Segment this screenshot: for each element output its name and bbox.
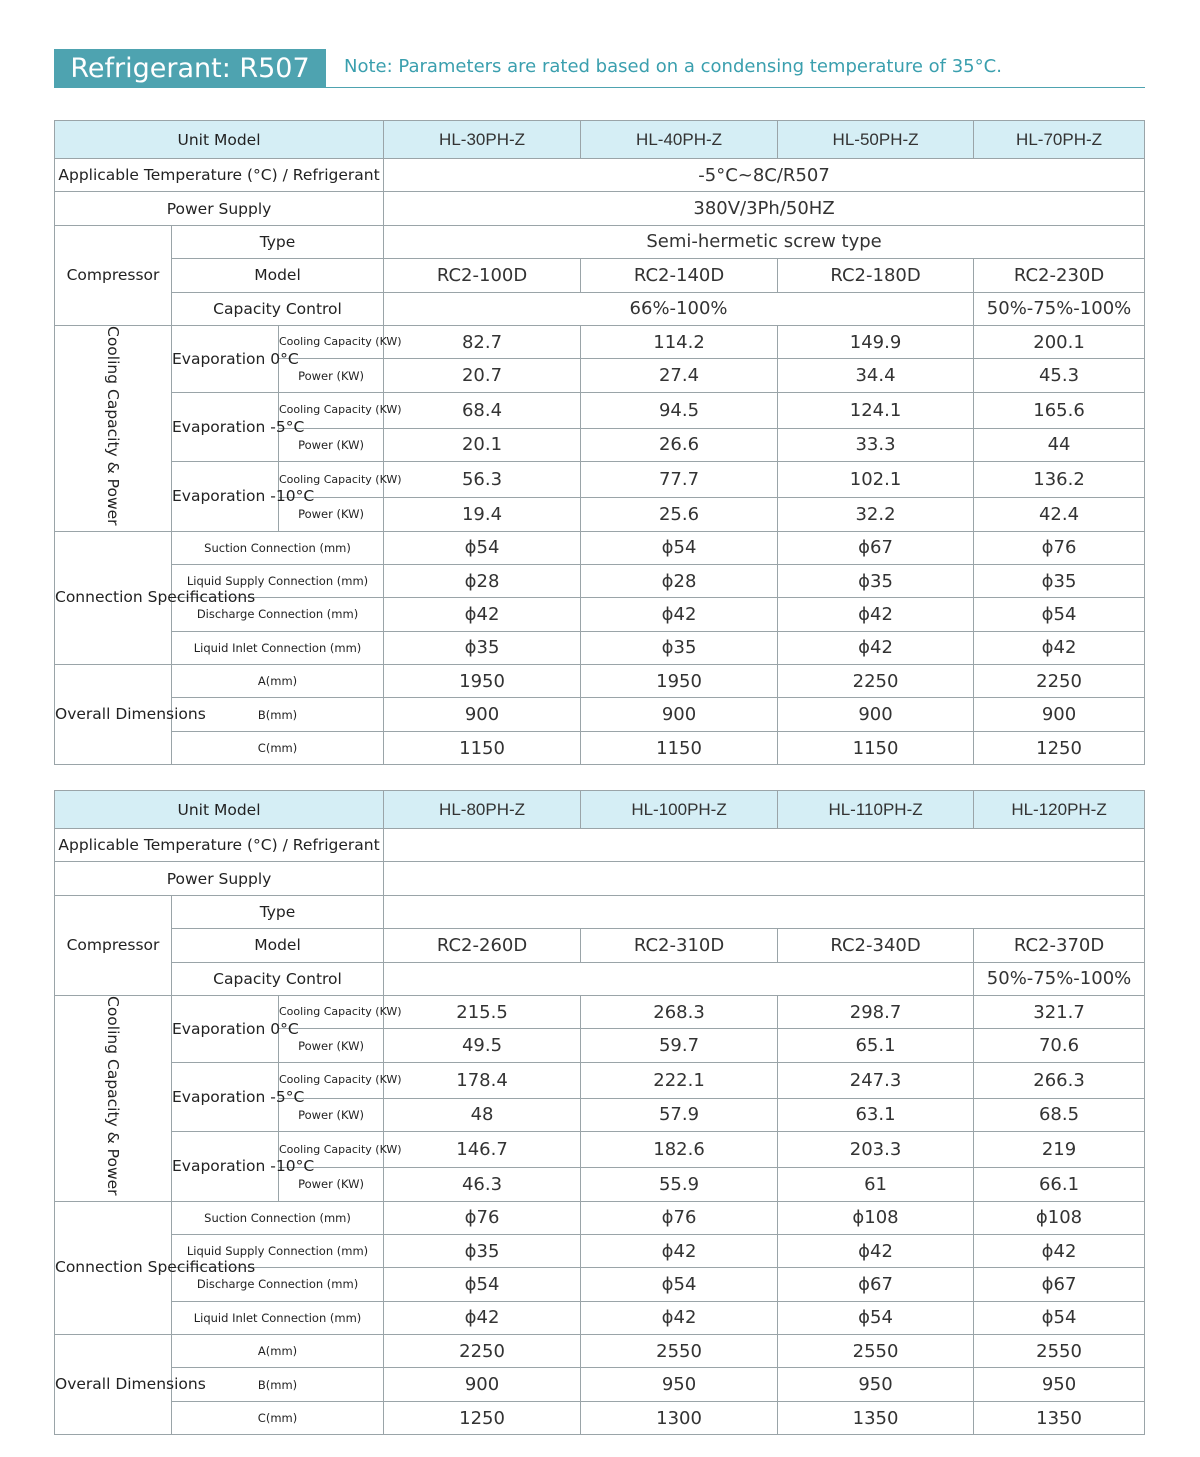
dim-c-value: 1250	[384, 1401, 581, 1434]
power-label: Power (KW)	[279, 359, 384, 392]
dim-c-label: C(mm)	[172, 1401, 384, 1434]
applicable-temp-label: Applicable Temperature (°C) / Refrigerant	[55, 159, 384, 192]
table-row	[55, 325, 1145, 358]
table-row	[55, 631, 1145, 664]
table-row	[55, 1368, 1145, 1401]
suction-connection-value: ϕ76	[581, 1201, 778, 1234]
evap-minus-5-capacity-value: 222.1	[581, 1062, 778, 1098]
evap-minus-10-power-value: 42.4	[974, 498, 1145, 531]
liquid-supply-connection-value: ϕ42	[778, 1234, 974, 1267]
evap-minus-5-power-value: 33.3	[778, 428, 974, 461]
compressor-model-value: RC2-310D	[581, 929, 778, 962]
compressor-model-value: RC2-100D	[384, 259, 581, 292]
dimensions-group-label: Overall Dimensions	[55, 665, 172, 765]
evap-minus-5-capacity-value: 247.3	[778, 1062, 974, 1098]
compressor-model-value: RC2-230D	[974, 259, 1145, 292]
evap-minus-10-capacity-value: 102.1	[778, 462, 974, 498]
dim-a-value: 2550	[778, 1335, 974, 1368]
dim-a-label: A(mm)	[172, 665, 384, 698]
dim-a-value: 2550	[581, 1335, 778, 1368]
capacity-control-value: 50%-75%-100%	[974, 292, 1145, 325]
evap-0-capacity-value: 298.7	[778, 995, 974, 1028]
evap-0-power-value: 34.4	[778, 359, 974, 392]
evap-minus-10-capacity-value: 146.7	[384, 1132, 581, 1168]
evap-0-power-value: 49.5	[384, 1029, 581, 1062]
dim-c-value: 1250	[974, 731, 1145, 764]
evap-minus-5-capacity-value: 178.4	[384, 1062, 581, 1098]
liquid-inlet-connection-value: ϕ54	[778, 1301, 974, 1334]
power-supply-value	[384, 862, 1145, 895]
suction-connection-value: ϕ108	[778, 1201, 974, 1234]
evap-minus-10-capacity-value: 219	[974, 1132, 1145, 1168]
model-header: HL-40PH-Z	[581, 121, 778, 159]
liquid-inlet-connection-label: Liquid Inlet Connection (mm)	[172, 1301, 384, 1334]
power-label: Power (KW)	[279, 1168, 384, 1201]
capacity-control-label: Capacity Control	[172, 962, 384, 995]
applicable-temp-label: Applicable Temperature (°C) / Refrigerant	[55, 829, 384, 862]
discharge-connection-value: ϕ42	[384, 598, 581, 631]
dim-c-value: 1150	[384, 731, 581, 764]
evap-0-label: Evaporation 0°C	[172, 995, 279, 1062]
evap-minus-10-capacity-value: 182.6	[581, 1132, 778, 1168]
table-row	[55, 829, 1145, 862]
suction-connection-value: ϕ108	[974, 1201, 1145, 1234]
liquid-inlet-connection-value: ϕ42	[778, 631, 974, 664]
discharge-connection-value: ϕ54	[974, 598, 1145, 631]
table-row	[55, 1132, 1145, 1168]
evap-minus-10-label: Evaporation -10°C	[172, 1132, 279, 1201]
model-header: HL-30PH-Z	[384, 121, 581, 159]
evap-minus-10-power-value: 55.9	[581, 1168, 778, 1201]
capacity-control-value: 66%-100%	[384, 292, 974, 325]
evap-0-capacity-value: 114.2	[581, 325, 778, 358]
table-row	[55, 731, 1145, 764]
liquid-supply-connection-value: ϕ35	[974, 564, 1145, 597]
dim-b-value: 950	[581, 1368, 778, 1401]
table-row	[55, 895, 1145, 928]
dim-a-label: A(mm)	[172, 1335, 384, 1368]
applicable-temp-value: -5°C~8C/R507	[384, 159, 1145, 192]
table-row	[55, 259, 1145, 292]
evap-0-power-value: 27.4	[581, 359, 778, 392]
evap-0-capacity-value: 200.1	[974, 325, 1145, 358]
unit-model-label: Unit Model	[55, 791, 384, 829]
evap-minus-5-power-value: 63.1	[778, 1098, 974, 1131]
dim-b-value: 900	[384, 1368, 581, 1401]
capacity-control-value	[384, 962, 974, 995]
evap-minus-5-power-value: 57.9	[581, 1098, 778, 1131]
liquid-inlet-connection-value: ϕ35	[384, 631, 581, 664]
evap-0-capacity-value: 268.3	[581, 995, 778, 1028]
dim-c-label: C(mm)	[172, 731, 384, 764]
evap-0-capacity-value: 215.5	[384, 995, 581, 1028]
cooling-group-text: Cooling Capacity & Power	[104, 325, 122, 526]
discharge-connection-value: ϕ54	[384, 1268, 581, 1301]
table-row	[55, 225, 1145, 258]
dim-b-value: 900	[384, 698, 581, 731]
table-row	[55, 1201, 1145, 1234]
evap-minus-10-power-value: 25.6	[581, 498, 778, 531]
cooling-group-label	[55, 325, 172, 531]
evap-minus-5-power-value: 20.1	[384, 428, 581, 461]
model-header: HL-50PH-Z	[778, 121, 974, 159]
liquid-supply-connection-value: ϕ42	[974, 1234, 1145, 1267]
discharge-connection-value: ϕ42	[581, 598, 778, 631]
evap-minus-10-label: Evaporation -10°C	[172, 462, 279, 531]
compressor-group-label: Compressor	[55, 225, 172, 325]
liquid-supply-connection-value: ϕ28	[384, 564, 581, 597]
discharge-connection-value: ϕ67	[974, 1268, 1145, 1301]
model-header: HL-80PH-Z	[384, 791, 581, 829]
liquid-supply-connection-label: Liquid Supply Connection (mm)	[172, 564, 384, 597]
header-rule	[326, 87, 1145, 88]
refrigerant-title: Refrigerant: R507	[54, 49, 326, 88]
power-label: Power (KW)	[279, 498, 384, 531]
compressor-model-label: Model	[172, 259, 384, 292]
power-supply-label: Power Supply	[55, 192, 384, 225]
liquid-inlet-connection-value: ϕ42	[581, 1301, 778, 1334]
dim-a-value: 1950	[581, 665, 778, 698]
liquid-supply-connection-value: ϕ35	[384, 1234, 581, 1267]
table-row	[55, 159, 1145, 192]
table-row	[55, 995, 1145, 1028]
connection-group-label: Connection Specifications	[55, 1201, 172, 1335]
liquid-supply-connection-value: ϕ28	[581, 564, 778, 597]
evap-minus-10-power-value: 46.3	[384, 1168, 581, 1201]
evap-minus-5-label: Evaporation -5°C	[172, 1062, 279, 1131]
compressor-type-label: Type	[172, 225, 384, 258]
evap-0-capacity-value: 82.7	[384, 325, 581, 358]
evap-0-power-value: 70.6	[974, 1029, 1145, 1062]
cooling-capacity-label: Cooling Capacity (KW)	[279, 995, 384, 1028]
evap-minus-10-capacity-value: 56.3	[384, 462, 581, 498]
table-row	[55, 292, 1145, 325]
dim-a-value: 2250	[974, 665, 1145, 698]
compressor-model-value: RC2-260D	[384, 929, 581, 962]
table-row	[55, 698, 1145, 731]
suction-connection-value: ϕ76	[974, 531, 1145, 564]
dim-a-value: 2250	[384, 1335, 581, 1368]
evap-0-capacity-value: 321.7	[974, 995, 1145, 1028]
dim-b-value: 950	[778, 1368, 974, 1401]
evap-0-power-value: 20.7	[384, 359, 581, 392]
compressor-model-label: Model	[172, 929, 384, 962]
spec-table-1	[54, 120, 1145, 765]
discharge-connection-label: Discharge Connection (mm)	[172, 598, 384, 631]
liquid-inlet-connection-value: ϕ42	[974, 631, 1145, 664]
dim-b-value: 950	[974, 1368, 1145, 1401]
cooling-capacity-label: Cooling Capacity (KW)	[279, 1132, 384, 1168]
evap-minus-10-power-value: 19.4	[384, 498, 581, 531]
suction-connection-value: ϕ54	[384, 531, 581, 564]
compressor-model-value: RC2-370D	[974, 929, 1145, 962]
suction-connection-label: Suction Connection (mm)	[172, 531, 384, 564]
power-label: Power (KW)	[279, 428, 384, 461]
evap-minus-10-power-value: 32.2	[778, 498, 974, 531]
table-row	[55, 121, 1145, 159]
evap-minus-5-power-value: 44	[974, 428, 1145, 461]
table-row	[55, 962, 1145, 995]
capacity-control-label: Capacity Control	[172, 292, 384, 325]
table-row	[55, 192, 1145, 225]
dim-a-value: 2250	[778, 665, 974, 698]
table-row	[55, 862, 1145, 895]
model-header: HL-70PH-Z	[974, 121, 1145, 159]
table-row	[55, 1335, 1145, 1368]
liquid-inlet-connection-value: ϕ42	[384, 1301, 581, 1334]
compressor-model-value: RC2-180D	[778, 259, 974, 292]
unit-model-label: Unit Model	[55, 121, 384, 159]
evap-minus-10-capacity-value: 77.7	[581, 462, 778, 498]
dim-b-value: 900	[581, 698, 778, 731]
suction-connection-value: ϕ67	[778, 531, 974, 564]
compressor-group-label: Compressor	[55, 895, 172, 995]
power-label: Power (KW)	[279, 1098, 384, 1131]
compressor-type-value: Semi-hermetic screw type	[384, 225, 1145, 258]
dim-c-value: 1150	[581, 731, 778, 764]
discharge-connection-value: ϕ67	[778, 1268, 974, 1301]
evap-0-capacity-value: 149.9	[778, 325, 974, 358]
power-label: Power (KW)	[279, 1029, 384, 1062]
cooling-capacity-label: Cooling Capacity (KW)	[279, 325, 384, 358]
compressor-model-value: RC2-140D	[581, 259, 778, 292]
table-row	[55, 392, 1145, 428]
evap-minus-5-label: Evaporation -5°C	[172, 392, 279, 461]
rating-note: Note: Parameters are rated based on a condensing temperature of 35°C.	[344, 56, 1002, 77]
page-header	[54, 49, 1145, 89]
dim-b-label: B(mm)	[172, 1368, 384, 1401]
table-row	[55, 462, 1145, 498]
table-row	[55, 1401, 1145, 1434]
evap-minus-5-capacity-value: 165.6	[974, 392, 1145, 428]
applicable-temp-value	[384, 829, 1145, 862]
cooling-capacity-label: Cooling Capacity (KW)	[279, 1062, 384, 1098]
evap-0-power-value: 59.7	[581, 1029, 778, 1062]
model-header: HL-100PH-Z	[581, 791, 778, 829]
evap-minus-10-power-value: 66.1	[974, 1168, 1145, 1201]
evap-0-power-value: 45.3	[974, 359, 1145, 392]
evap-0-power-value: 65.1	[778, 1029, 974, 1062]
model-header: HL-120PH-Z	[974, 791, 1145, 829]
table-row	[55, 929, 1145, 962]
liquid-inlet-connection-label: Liquid Inlet Connection (mm)	[172, 631, 384, 664]
evap-0-label: Evaporation 0°C	[172, 325, 279, 392]
spec-table-2	[54, 790, 1145, 1435]
compressor-type-label: Type	[172, 895, 384, 928]
connection-group-label: Connection Specifications	[55, 531, 172, 665]
suction-connection-value: ϕ76	[384, 1201, 581, 1234]
cooling-group-label	[55, 995, 172, 1201]
discharge-connection-value: ϕ42	[778, 598, 974, 631]
cooling-group-text: Cooling Capacity & Power	[104, 995, 122, 1196]
cooling-capacity-label: Cooling Capacity (KW)	[279, 392, 384, 428]
dim-a-value: 1950	[384, 665, 581, 698]
evap-minus-5-capacity-value: 124.1	[778, 392, 974, 428]
suction-connection-label: Suction Connection (mm)	[172, 1201, 384, 1234]
dim-a-value: 2550	[974, 1335, 1145, 1368]
dim-b-value: 900	[974, 698, 1145, 731]
liquid-supply-connection-label: Liquid Supply Connection (mm)	[172, 1234, 384, 1267]
liquid-supply-connection-value: ϕ35	[778, 564, 974, 597]
liquid-inlet-connection-value: ϕ54	[974, 1301, 1145, 1334]
dim-b-label: B(mm)	[172, 698, 384, 731]
dim-c-value: 1300	[581, 1401, 778, 1434]
suction-connection-value: ϕ54	[581, 531, 778, 564]
power-supply-label: Power Supply	[55, 862, 384, 895]
dim-b-value: 900	[778, 698, 974, 731]
compressor-type-value	[384, 895, 1145, 928]
evap-minus-5-power-value: 26.6	[581, 428, 778, 461]
table-row	[55, 1301, 1145, 1334]
evap-minus-5-capacity-value: 68.4	[384, 392, 581, 428]
compressor-model-value: RC2-340D	[778, 929, 974, 962]
evap-minus-5-power-value: 68.5	[974, 1098, 1145, 1131]
table-row	[55, 665, 1145, 698]
evap-minus-10-capacity-value: 136.2	[974, 462, 1145, 498]
dim-c-value: 1350	[778, 1401, 974, 1434]
dim-c-value: 1350	[974, 1401, 1145, 1434]
liquid-inlet-connection-value: ϕ35	[581, 631, 778, 664]
cooling-capacity-label: Cooling Capacity (KW)	[279, 462, 384, 498]
discharge-connection-label: Discharge Connection (mm)	[172, 1268, 384, 1301]
evap-minus-5-capacity-value: 266.3	[974, 1062, 1145, 1098]
liquid-supply-connection-value: ϕ42	[581, 1234, 778, 1267]
model-header: HL-110PH-Z	[778, 791, 974, 829]
dim-c-value: 1150	[778, 731, 974, 764]
discharge-connection-value: ϕ54	[581, 1268, 778, 1301]
evap-minus-10-power-value: 61	[778, 1168, 974, 1201]
table-row	[55, 531, 1145, 564]
capacity-control-value: 50%-75%-100%	[974, 962, 1145, 995]
table-row	[55, 791, 1145, 829]
table-row	[55, 1062, 1145, 1098]
evap-minus-5-power-value: 48	[384, 1098, 581, 1131]
dimensions-group-label: Overall Dimensions	[55, 1335, 172, 1435]
evap-minus-10-capacity-value: 203.3	[778, 1132, 974, 1168]
power-supply-value: 380V/3Ph/50HZ	[384, 192, 1145, 225]
evap-minus-5-capacity-value: 94.5	[581, 392, 778, 428]
